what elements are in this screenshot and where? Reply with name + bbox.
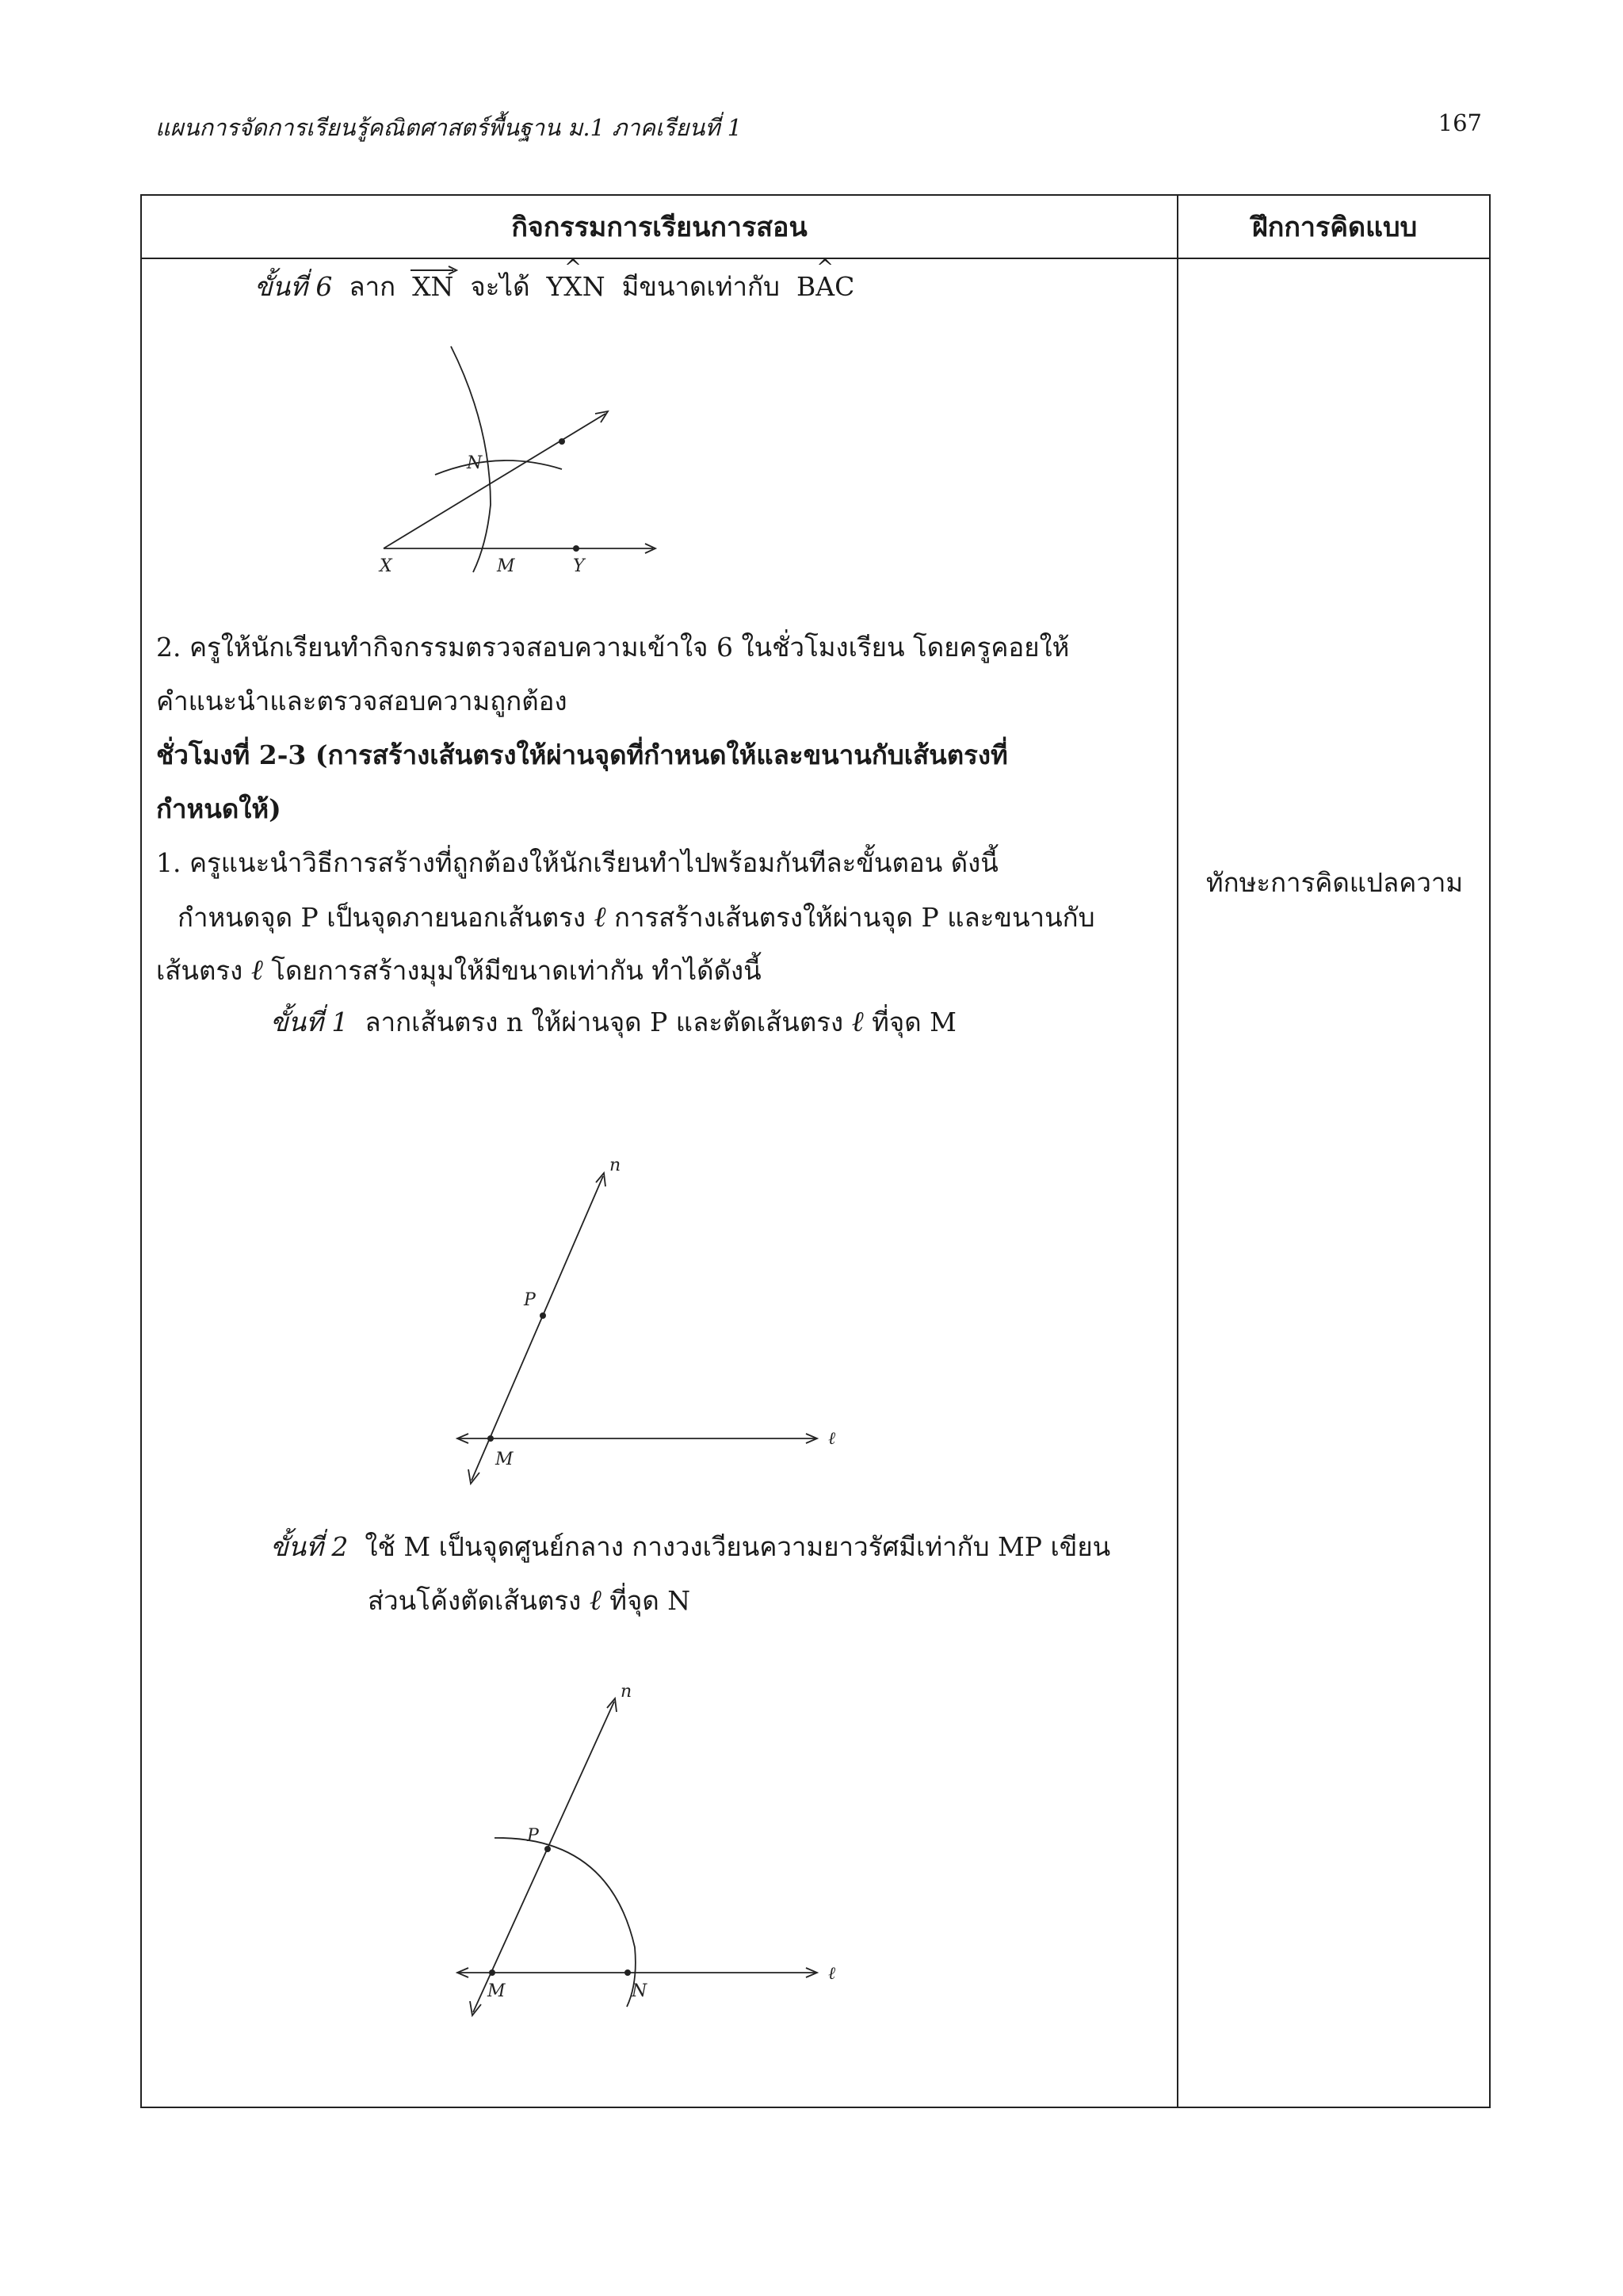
step2-line2: ส่วนโค้งตัดเส้นตรง ℓ ที่จุด N <box>368 1584 691 1617</box>
lesson-table <box>140 194 1491 2108</box>
label-p: P <box>527 1826 539 1846</box>
thinking-skill-note: ทักษะการคิดแปลความ <box>1205 867 1464 898</box>
step6-label: ขั้นที่ 6 <box>254 271 333 302</box>
ray-xn: XN <box>412 273 453 300</box>
label-l: ℓ <box>828 1964 836 1984</box>
step2-line1: ขั้นที่ 2 ใช้ M เป็นจุดศูนย์กลาง กางวงเวียนความยาวรัศมีเท่ากับ MP เขียน <box>270 1531 1111 1562</box>
figure-step1 <box>451 1127 847 1499</box>
label-l: ℓ <box>828 1429 836 1449</box>
activities-cell <box>142 259 1177 2106</box>
hour-heading-line2: กำหนดให้) <box>156 793 281 824</box>
ell-symbol: ℓ <box>250 954 263 987</box>
angle-bac: B^ AC <box>796 271 854 302</box>
point-y <box>573 545 579 552</box>
arc-through-p-n <box>495 1838 636 2007</box>
label-n-point: N <box>632 1981 647 2001</box>
column-divider <box>1177 196 1178 2107</box>
step1-label: ขั้นที่ 1 <box>270 1007 349 1037</box>
point-m <box>487 1435 494 1442</box>
label-m: M <box>497 556 515 576</box>
arc-n <box>435 460 562 475</box>
label-y: Y <box>573 556 585 576</box>
arrowhead-n-top-icon <box>596 1173 605 1186</box>
item1-line2: กำหนดจุด P เป็นจุดภายนอกเส้นตรง ℓ การสร้างเส้นตรงให้ผ่านจุด P และขนานกับ <box>178 901 1095 934</box>
label-n-line: n <box>621 1682 632 1702</box>
ray-arrow-icon <box>411 266 458 275</box>
ray-xn-line <box>384 414 605 548</box>
hour-heading-line1: ชั่วโมงที่ 2-3 (การสร้างเส้นตรงให้ผ่านจุดที่กำหนดให้และขนานกับเส้นตรงที่ <box>156 739 1008 770</box>
label-m: M <box>495 1450 514 1469</box>
point-n <box>624 1969 631 1976</box>
ell-symbol: ℓ <box>589 1584 601 1617</box>
point-p <box>540 1312 546 1319</box>
item1-line1: 1. ครูแนะนำวิธีการสร้างที่ถูกต้องให้นักเรียนทำไปพร้อมกันทีละขั้นตอน ดังนี้ <box>156 847 999 878</box>
running-header: แผนการจัดการเรียนรู้คณิตศาสตร์พื้นฐาน ม.1 ภาคเรียนที่ 1 <box>155 114 743 141</box>
column-header-activities: กิจกรรมการเรียนการสอน <box>511 212 808 243</box>
item2-line2: คำแนะนำและตรวจสอบความถูกต้อง <box>156 686 567 716</box>
line-n <box>472 1176 603 1480</box>
step6-line <box>254 273 854 300</box>
label-x: X <box>380 556 392 576</box>
point-m <box>489 1969 495 1976</box>
figure-step6 <box>380 330 665 592</box>
ell-symbol: ℓ <box>594 901 606 934</box>
item2-line1: 2. ครูให้นักเรียนทำกิจกรรมตรวจสอบความเข้าใจ 6 ในชั่วโมงเรียน โดยครูคอยให้ <box>156 632 1070 663</box>
step6-text-b: จะได้ <box>470 271 530 302</box>
point-p <box>544 1846 551 1852</box>
step1-line: ขั้นที่ 1 ลากเส้นตรง n ให้ผ่านจุด P และตัดเส้นตรง ℓ ที่จุด M <box>270 1006 957 1038</box>
step2-label: ขั้นที่ 2 <box>270 1531 349 1562</box>
angle-yxn: Y^ XN <box>547 271 605 302</box>
ell-symbol: ℓ <box>851 1006 864 1038</box>
label-m: M <box>487 1981 506 2001</box>
step6-text-a: ลาก <box>349 271 396 302</box>
step6-text-c: มีขนาดเท่ากับ <box>621 271 780 302</box>
label-n: N <box>467 453 483 473</box>
figure-step2 <box>451 1682 847 2027</box>
label-p: P <box>524 1290 536 1310</box>
item1-line3: เส้นตรง ℓ โดยการสร้างมุมให้มีขนาดเท่ากัน ทำได้ดังนี้ <box>156 954 762 987</box>
line-n <box>473 1702 614 2012</box>
page-number: 167 <box>1438 109 1482 136</box>
label-n: n <box>609 1156 621 1175</box>
column-header-thinking: ฝึกการคิดแบบ <box>1251 212 1418 243</box>
point-on-ray <box>559 438 565 445</box>
